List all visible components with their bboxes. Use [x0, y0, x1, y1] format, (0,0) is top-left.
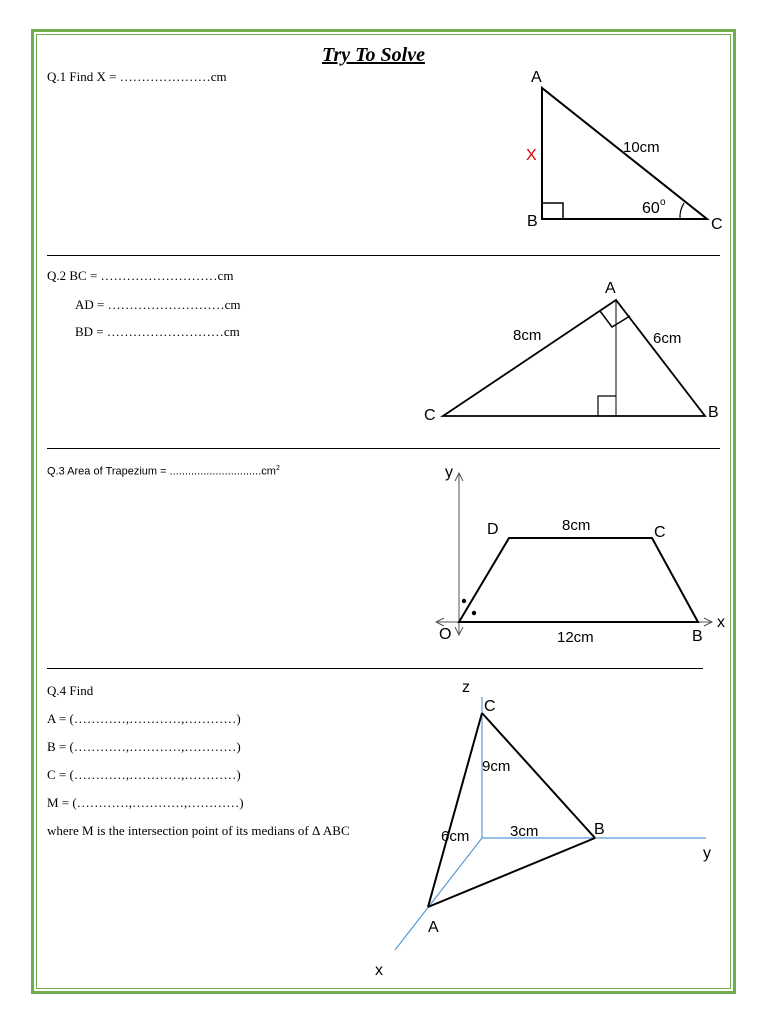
q4-label-z: z	[462, 679, 470, 696]
q3-label-x: x	[717, 614, 725, 631]
q1-label-x: X	[526, 147, 537, 164]
q1-label-b: B	[527, 213, 538, 230]
q3-label-c: C	[654, 524, 666, 541]
q2-line-bc: Q.2 BC = ………………………cm	[47, 268, 234, 283]
q3-label-o: O	[439, 626, 452, 643]
q4-z-length: 9cm	[482, 758, 511, 775]
q4-heading: Q.4 Find	[47, 683, 94, 698]
q1-degree-sign: o	[660, 197, 666, 208]
q4-edge-ab	[428, 838, 595, 907]
worksheet-title: Try To Solve	[322, 44, 425, 66]
q4-line-m: M = (…………,…………,…………)	[47, 795, 244, 810]
q3-label-d: D	[487, 521, 499, 538]
q4-label-b: B	[594, 821, 605, 838]
q3-dc-label: 8cm	[562, 517, 591, 534]
q1-label-a: A	[531, 69, 542, 86]
q4-line-b: B = (…………,…………,…………)	[47, 739, 241, 754]
q2-label-b: B	[708, 404, 719, 421]
q3-label-y: y	[445, 464, 453, 481]
q4-edge-ac	[428, 713, 482, 907]
q4-line-c: C = (…………,…………,…………)	[47, 767, 241, 782]
q3-label-b: B	[692, 628, 703, 645]
q4-label-a: A	[428, 919, 439, 936]
q3-prompt: Q.3 Area of Trapezium = $..............................cm^2$	[47, 465, 280, 478]
q3-ob-label: 12cm	[557, 629, 594, 646]
q2-line-ad: AD = ………………………cm	[75, 297, 241, 312]
q4-label-x: x	[375, 962, 383, 979]
q1-prompt: Q.1 Find X = …………………cm	[47, 69, 227, 84]
q2-line-bd: BD = ………………………cm	[75, 324, 240, 339]
q4-y-length: 3cm	[510, 823, 539, 840]
q1-hypotenuse-label: 10cm	[623, 139, 660, 156]
q1-angle-label: 60	[642, 200, 660, 217]
q2-label-a: A	[605, 280, 616, 297]
q4-x-length: 6cm	[441, 828, 470, 845]
q2-ab-label: 6cm	[653, 330, 682, 347]
q4-edge-cb	[482, 713, 595, 838]
q1-label-c: C	[711, 216, 723, 233]
q4-label-c: C	[484, 698, 496, 715]
q4-label-y: y	[703, 845, 711, 862]
q2-label-c: C	[424, 407, 436, 424]
q2-ac-label: 8cm	[513, 327, 542, 344]
q4-note: where M is the intersection point of its medians of Δ ABC	[47, 823, 350, 838]
q4-line-a: A = (…………,…………,…………)	[47, 711, 241, 726]
